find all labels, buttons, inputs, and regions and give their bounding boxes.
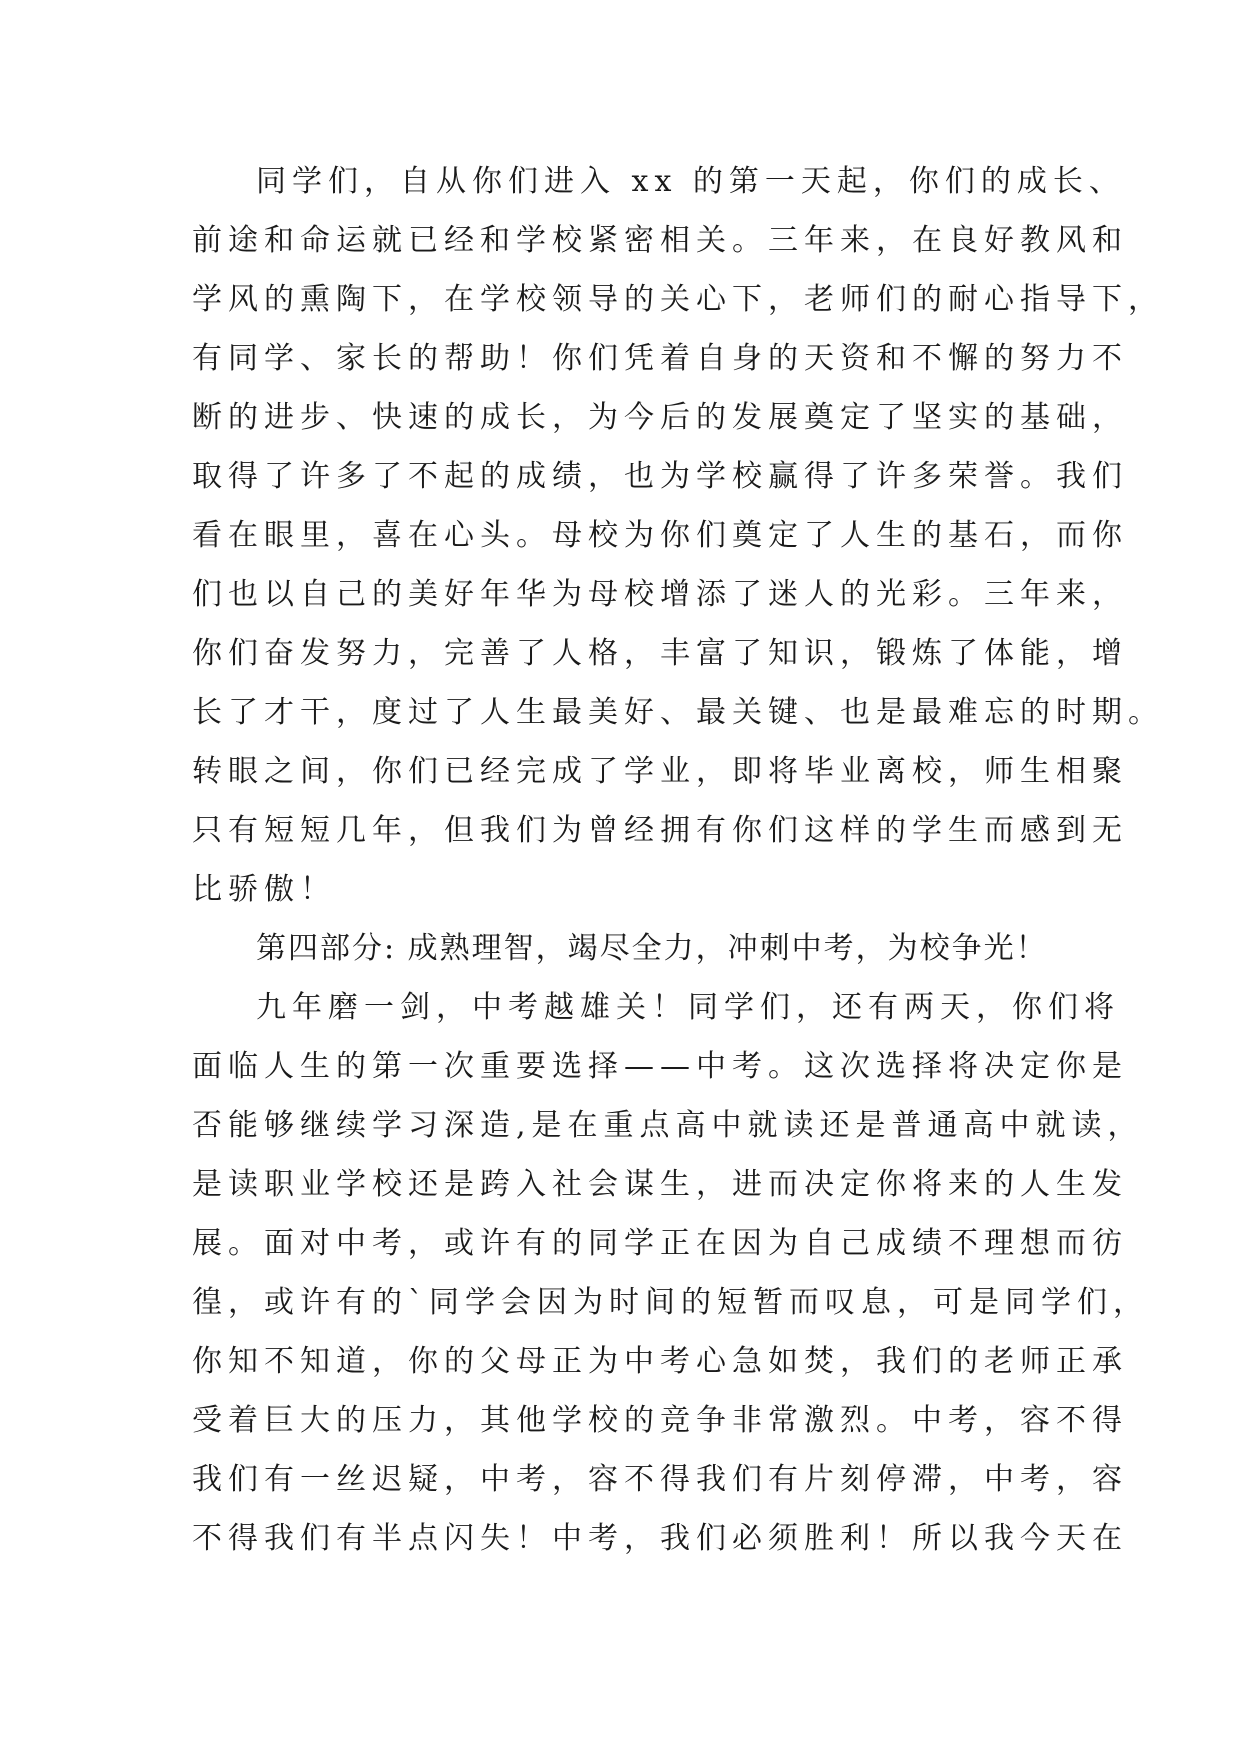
paragraph-line: 不得我们有半点闪失！中考，我们必须胜利！所以我今天在 bbox=[192, 1521, 1128, 1556]
paragraph-line: 转眼之间，你们已经完成了学业，即将毕业离校，师生相聚 bbox=[192, 754, 1128, 789]
paragraph-line: 面临人生的第一次重要选择——中考。这次选择将决定你是 bbox=[192, 1049, 1128, 1084]
body-text bbox=[192, 152, 1164, 1568]
paragraph-line: 取得了许多了不起的成绩，也为学校赢得了许多荣誉。我们 bbox=[192, 459, 1128, 494]
paragraph-line: 你知不知道，你的父母正为中考心急如焚，我们的老师正承 bbox=[192, 1344, 1128, 1379]
paragraph-line: 前途和命运就已经和学校紧密相关。三年来，在良好教风和 bbox=[192, 223, 1128, 258]
paragraph-line: 们也以自己的美好年华为母校增添了迷人的光彩。三年来， bbox=[192, 577, 1128, 612]
paragraph-line: 学风的熏陶下，在学校领导的关心下，老师们的耐心指导下， bbox=[192, 282, 1164, 317]
paragraph-2 bbox=[192, 978, 1149, 1568]
paragraph-line: 有同学、家长的帮助！你们凭着自身的天资和不懈的努力不 bbox=[192, 341, 1128, 376]
paragraph-line: 断的进步、快速的成长，为今后的发展奠定了坚实的基础， bbox=[192, 400, 1128, 435]
paragraph-line: 同学们，自从你们进入 xx 的第一天起，你们的成长、 bbox=[256, 164, 1125, 199]
paragraph-line: 比骄傲！ bbox=[192, 872, 336, 907]
paragraph-line: 徨，或许有的`同学会因为时间的短暂而叹息，可是同学们， bbox=[192, 1285, 1149, 1320]
paragraph-line: 你们奋发努力，完善了人格，丰富了知识，锻炼了体能，增 bbox=[192, 636, 1128, 671]
paragraph-line: 只有短短几年，但我们为曾经拥有你们这样的学生而感到无 bbox=[192, 813, 1128, 848]
paragraph-line: 展。面对中考，或许有的同学正在因为自己成绩不理想而彷 bbox=[192, 1226, 1128, 1261]
paragraph-line: 九年磨一剑，中考越雄关！同学们，还有两天，你们将 bbox=[256, 990, 1120, 1025]
paragraph-line: 我们有一丝迟疑，中考，容不得我们有片刻停滞，中考，容 bbox=[192, 1462, 1128, 1497]
paragraph-line: 否能够继续学习深造,是在重点高中就读还是普通高中就读， bbox=[192, 1108, 1144, 1143]
section-heading: 第四部分: 成熟理智，竭尽全力，冲刺中考，为校争光！ bbox=[256, 931, 1048, 966]
paragraph-line: 是读职业学校还是跨入社会谋生，进而决定你将来的人生发 bbox=[192, 1167, 1128, 1202]
paragraph-line: 长了才干，度过了人生最美好、最关键、也是最难忘的时期。 bbox=[192, 695, 1164, 730]
paragraph-line: 受着巨大的压力，其他学校的竞争非常激烈。中考，容不得 bbox=[192, 1403, 1128, 1438]
paragraph-line: 看在眼里，喜在心头。母校为你们奠定了人生的基石，而你 bbox=[192, 518, 1128, 553]
paragraph-1 bbox=[192, 152, 1164, 919]
